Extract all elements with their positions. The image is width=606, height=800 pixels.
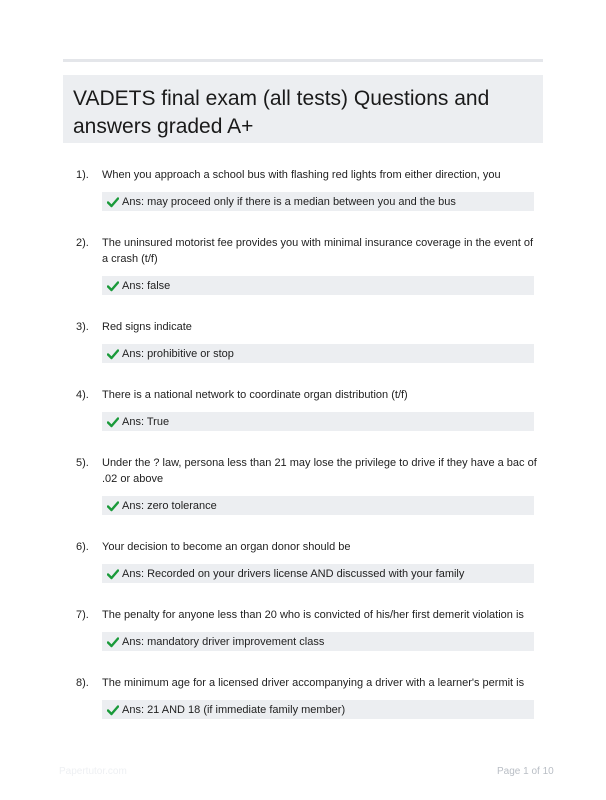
question-text: Under the ? law, persona less than 21 may lose the privilege to drive if they have a bac of .02 or above	[102, 457, 537, 485]
question-number: 5).	[76, 457, 89, 469]
question-text: Your decision to become an organ donor should be	[102, 541, 351, 553]
answer-box	[102, 344, 534, 363]
answer-box	[102, 564, 534, 583]
question-text: The minimum age for a licensed driver accompanying a driver with a learner's permit is	[102, 677, 525, 689]
question-number: 6).	[76, 541, 89, 553]
checkmark-icon	[107, 568, 119, 580]
question-number: 8).	[76, 677, 89, 689]
question-number: 2).	[76, 237, 89, 249]
question-number: 4).	[76, 389, 89, 401]
answer-box	[102, 412, 534, 431]
qa-item-7	[63, 607, 543, 651]
qa-item-3	[63, 319, 543, 363]
checkmark-icon	[107, 416, 119, 428]
question-text: Red signs indicate	[102, 321, 192, 333]
answer-text: Ans: Recorded on your drivers license AND discussed with your family	[122, 567, 465, 580]
checkmark-icon	[107, 500, 119, 512]
question-number: 7).	[76, 609, 89, 621]
qa-item-5	[63, 455, 543, 515]
title-banner	[63, 75, 543, 143]
qa-item-1	[63, 167, 543, 211]
qa-item-2	[63, 235, 543, 295]
checkmark-icon	[107, 636, 119, 648]
question-text: The penalty for anyone less than 20 who is convicted of his/her first demerit violation is	[102, 609, 524, 621]
answer-text: Ans: may proceed only if there is a median between you and the bus	[122, 195, 456, 208]
answer-box	[102, 276, 534, 295]
answer-text: Ans: mandatory driver improvement class	[122, 635, 325, 648]
answer-text: Ans: True	[122, 415, 170, 428]
qa-item-6	[63, 539, 543, 583]
answer-box	[102, 496, 534, 515]
document-title: VADETS final exam (all tests) Questions and answers graded A+	[73, 87, 490, 138]
footer-watermark: Papertutor.com	[59, 766, 127, 777]
answer-text: Ans: prohibitive or stop	[122, 347, 234, 360]
answer-box	[102, 192, 534, 211]
question-text: When you approach a school bus with flashing red lights from either direction, you	[102, 169, 501, 181]
answer-box	[102, 632, 534, 651]
checkmark-icon	[107, 348, 119, 360]
checkmark-icon	[107, 704, 119, 716]
answer-box	[102, 700, 534, 719]
answer-text: Ans: 21 AND 18 (if immediate family member)	[122, 703, 346, 716]
question-number: 1).	[76, 169, 89, 181]
question-number: 3).	[76, 321, 89, 333]
checkmark-icon	[107, 280, 119, 292]
question-text: There is a national network to coordinate organ distribution (t/f)	[102, 389, 408, 401]
answer-text: Ans: false	[122, 279, 171, 292]
checkmark-icon	[107, 196, 119, 208]
qa-item-4	[63, 387, 543, 431]
top-divider	[63, 59, 543, 62]
answer-text: Ans: zero tolerance	[122, 499, 217, 512]
qa-item-8	[63, 675, 543, 719]
page-number: Page 1 of 10	[497, 766, 554, 777]
question-text: The uninsured motorist fee provides you with minimal insurance coverage in the event of a crash (t/f)	[102, 237, 534, 265]
